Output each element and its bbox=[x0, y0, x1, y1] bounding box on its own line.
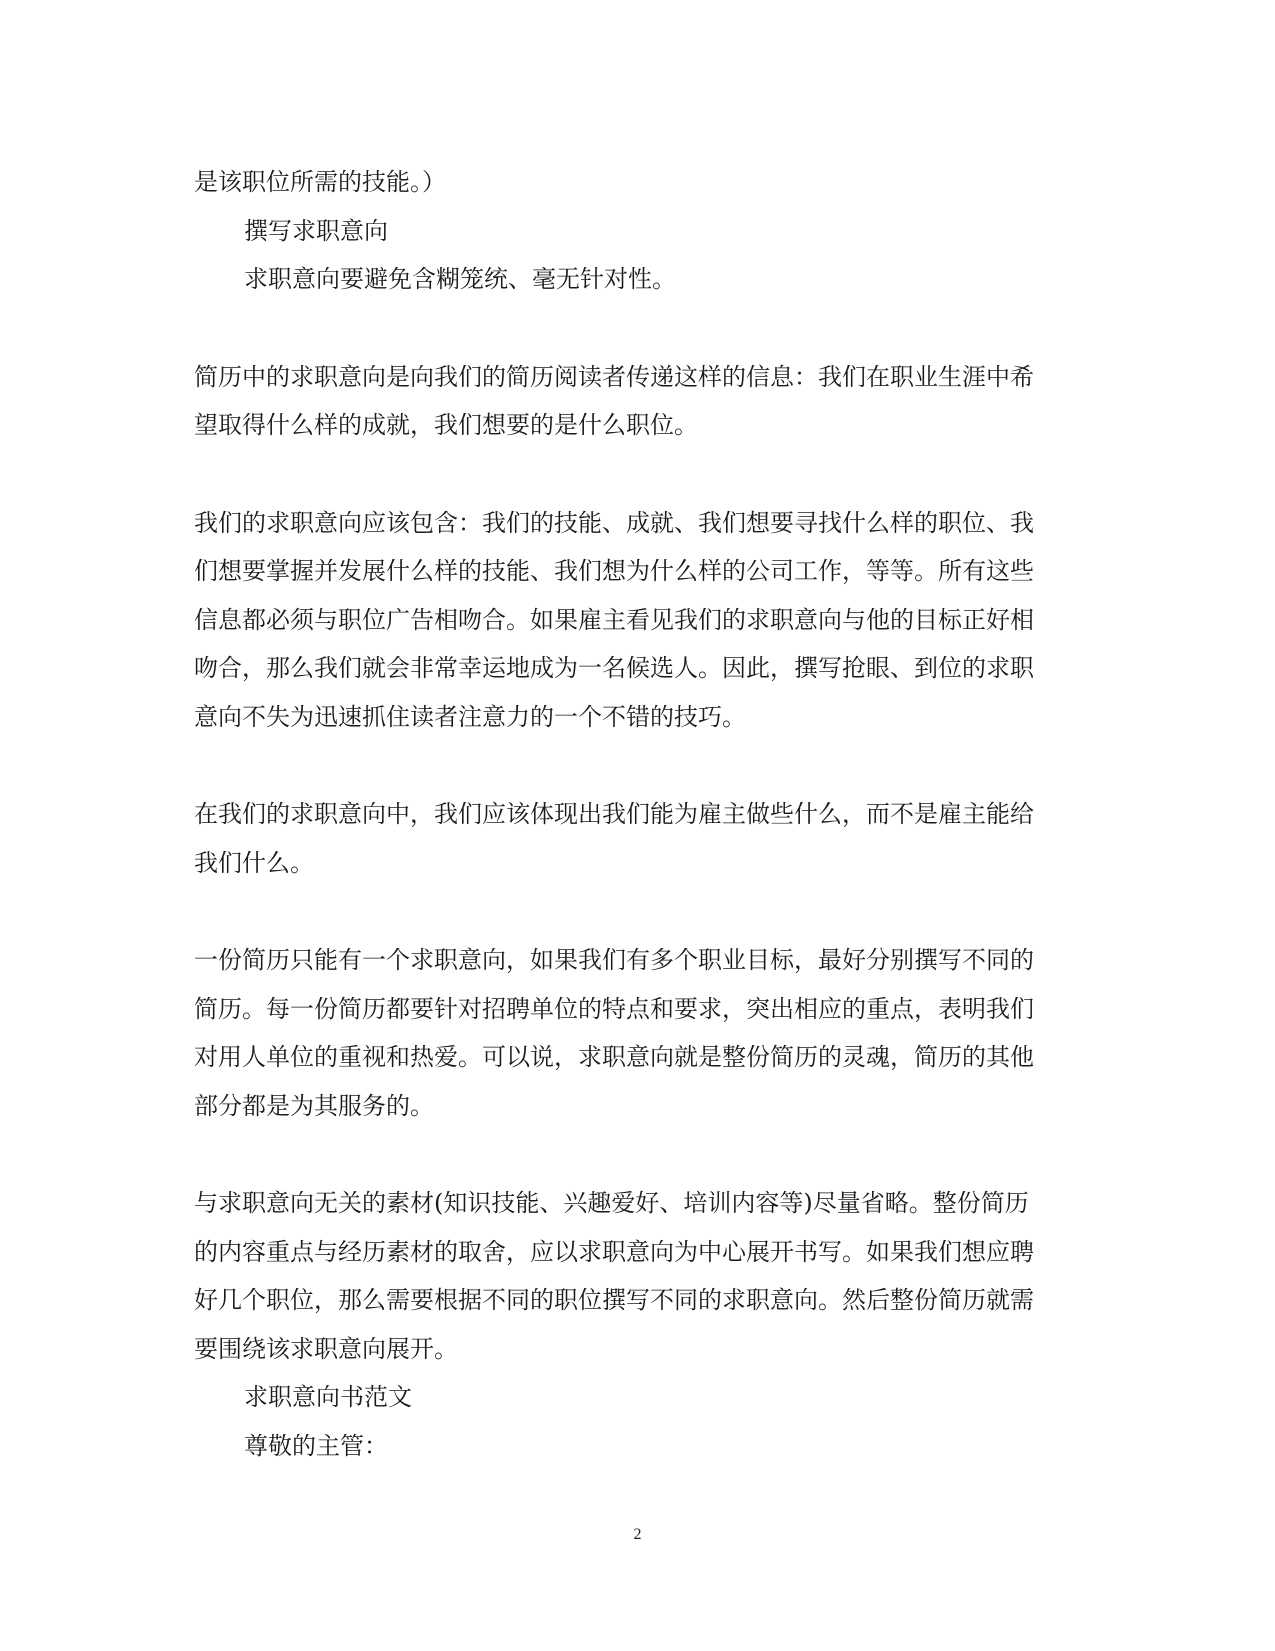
paragraph bbox=[194, 1179, 1074, 1373]
text-line: 我们什么。 bbox=[194, 848, 314, 877]
paragraph-gap bbox=[194, 1130, 1074, 1179]
text-line: 我们的求职意向应该包含：我们的技能、成就、我们想要寻找什么样的职位、我 bbox=[194, 508, 1034, 537]
paragraph-gap bbox=[194, 887, 1074, 936]
text-line: 是该职位所需的技能。） bbox=[194, 168, 446, 196]
text-line: 简历。每一份简历都要针对招聘单位的特点和要求，突出相应的重点，表明我们 bbox=[194, 994, 1034, 1023]
section-heading: 撰写求职意向 bbox=[244, 216, 388, 245]
paragraph-gap bbox=[194, 304, 1074, 353]
text-line: 信息都必须与职位广告相吻合。如果雇主看见我们的求职意向与他的目标正好相 bbox=[194, 605, 1034, 634]
paragraph-gap bbox=[194, 741, 1074, 790]
paragraph bbox=[194, 353, 1074, 450]
document-body bbox=[194, 158, 1074, 1470]
text-line: 简历中的求职意向是向我们的简历阅读者传递这样的信息：我们在职业生涯中希 bbox=[194, 362, 1034, 391]
paragraph bbox=[194, 936, 1074, 1130]
page-number: 2 bbox=[633, 1526, 642, 1543]
text-line: 部分都是为其服务的。 bbox=[194, 1091, 434, 1120]
text-line: 在我们的求职意向中，我们应该体现出我们能为雇主做些什么，而不是雇主能给 bbox=[194, 800, 1034, 828]
sample-title: 求职意向书范文 bbox=[244, 1383, 412, 1411]
text-line: 们想要掌握并发展什么样的技能、我们想为什么样的公司工作，等等。所有这些 bbox=[194, 557, 1034, 585]
text-line: 望取得什么样的成就，我们想要的是什么职位。 bbox=[194, 411, 698, 439]
paragraph-gap bbox=[194, 450, 1074, 499]
text-line: 要围绕该求职意向展开。 bbox=[194, 1334, 458, 1363]
text-line: 求职意向要避免含糊笼统、毫无针对性。 bbox=[244, 265, 676, 293]
text-line: 对用人单位的重视和热爱。可以说，求职意向就是整份简历的灵魂，简历的其他 bbox=[194, 1043, 1034, 1071]
text-line: 意向不失为迅速抓住读者注意力的一个不错的技巧。 bbox=[194, 702, 746, 731]
text-line: 吻合，那么我们就会非常幸运地成为一名候选人。因此，撰写抢眼、到位的求职 bbox=[194, 654, 1034, 682]
text-line: 好几个职位，那么需要根据不同的职位撰写不同的求职意向。然后整份简历就需 bbox=[194, 1286, 1034, 1314]
paragraph bbox=[194, 499, 1074, 742]
salutation: 尊敬的主管： bbox=[244, 1431, 388, 1460]
text-line: 一份简历只能有一个求职意向，如果我们有多个职业目标，最好分别撰写不同的 bbox=[194, 946, 1034, 974]
text-line: 的内容重点与经历素材的取舍，应以求职意向为中心展开书写。如果我们想应聘 bbox=[194, 1237, 1034, 1266]
text-line: 与求职意向无关的素材(知识技能、兴趣爱好、培训内容等)尽量省略。整份简历 bbox=[194, 1189, 1029, 1217]
paragraph bbox=[194, 790, 1074, 887]
